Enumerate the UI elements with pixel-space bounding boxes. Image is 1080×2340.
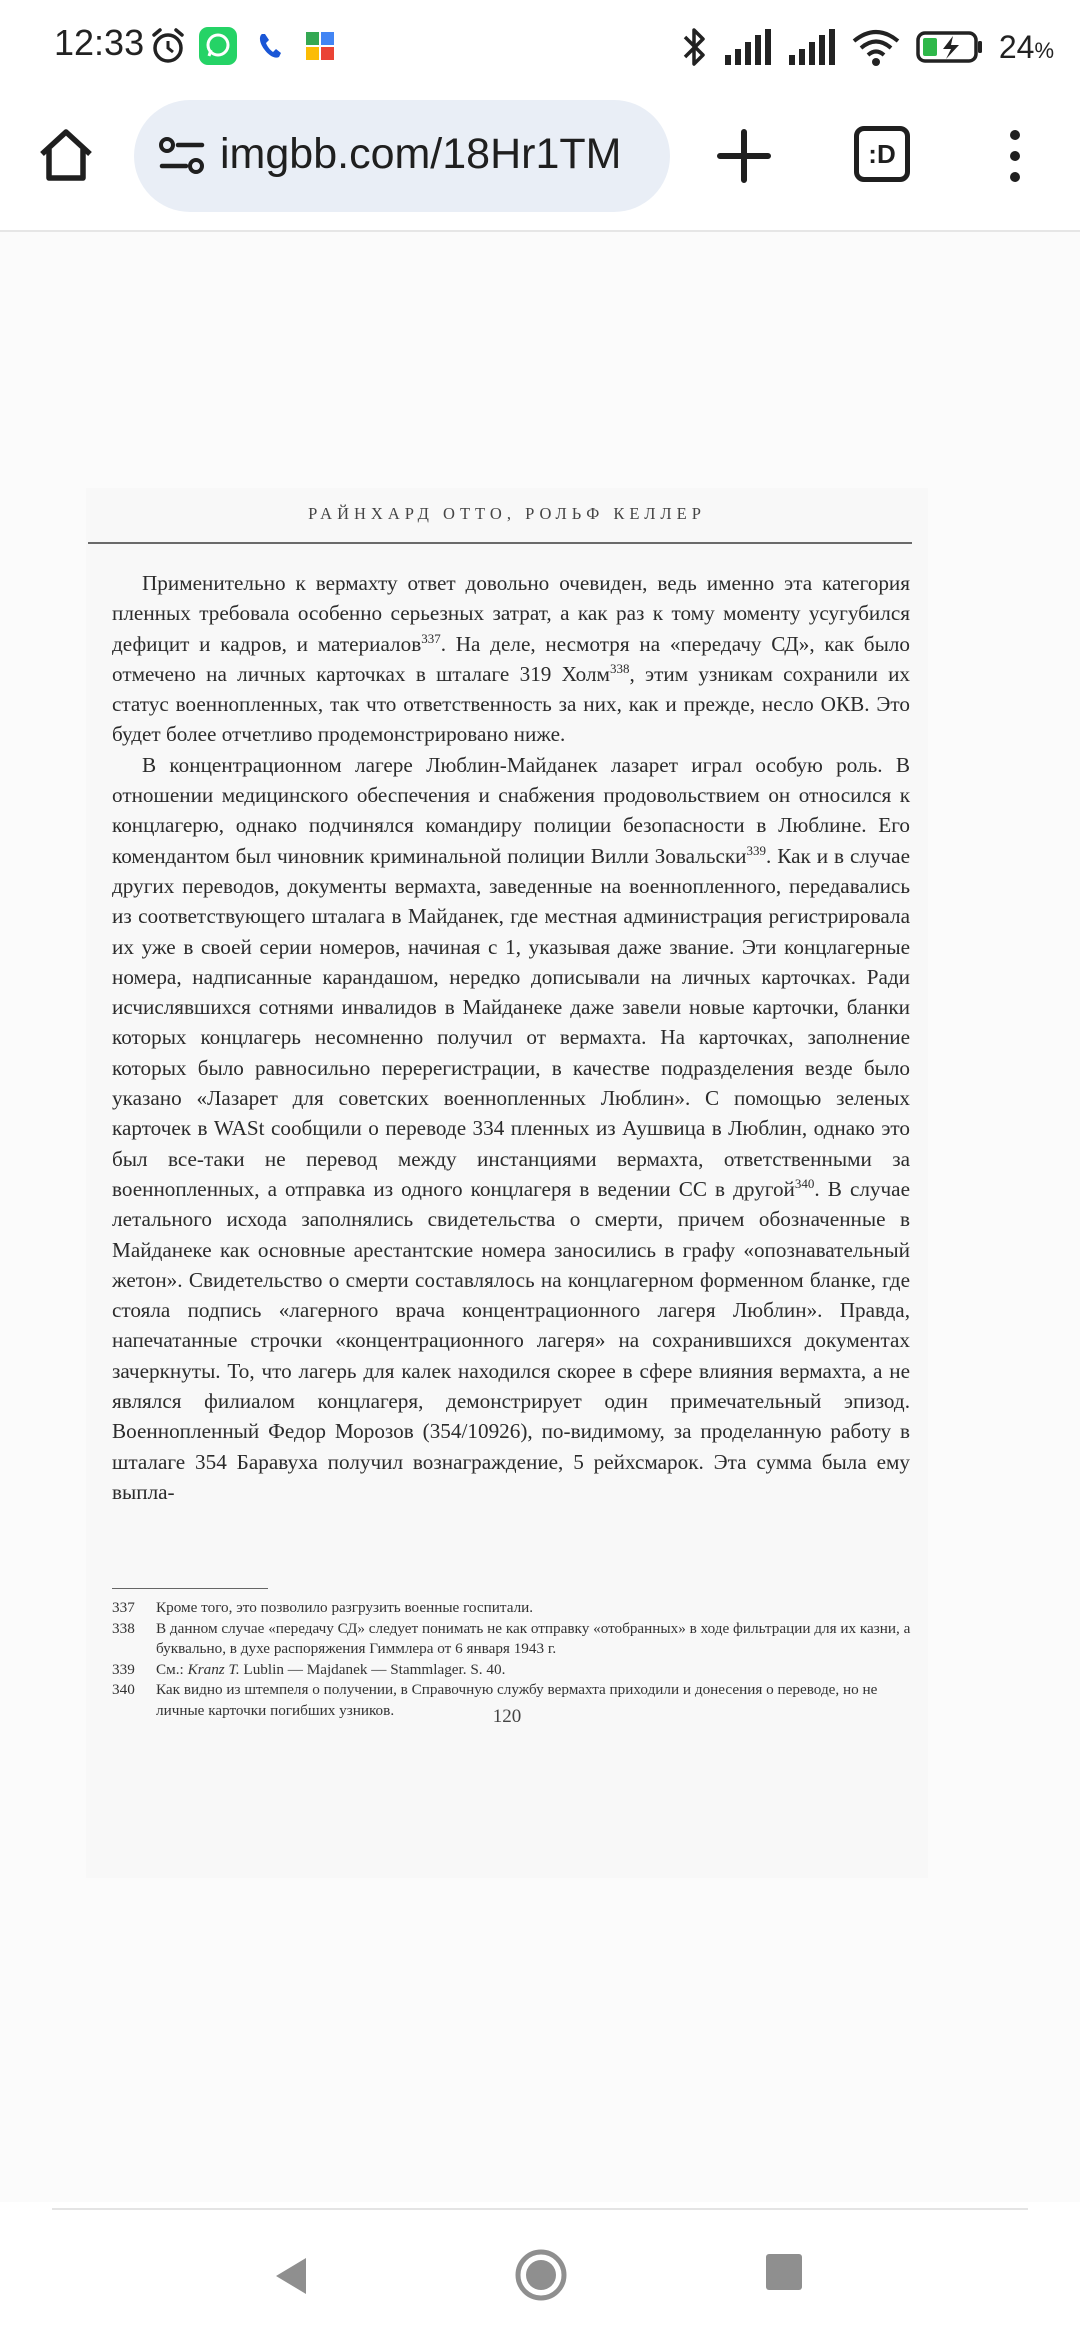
footnote [112,1598,912,1619]
book-page-image [86,488,928,1878]
footnote-text [156,1660,912,1681]
footnote-number: 339 [112,1660,135,1678]
signal-icon [787,27,837,67]
italic-text: Kranz T. [187,1660,240,1678]
footnote-text [156,1619,912,1660]
text-run: . На деле, несмотря на «передачу СД», как было отмечено на личных карточках в шталаге 319 Холм [112,631,910,686]
whatsapp-icon [198,26,238,66]
text-run: Lublin — Majdanek — Stammlager. S. 40. [239,1660,506,1678]
tab-switcher-icon[interactable] [854,126,910,182]
body-text [112,568,910,1507]
home-circle-icon[interactable] [514,2248,568,2302]
recents-icon[interactable] [766,2254,802,2290]
battery-percent: 24% [998,28,1054,65]
footnote-ref: 340 [794,1175,815,1191]
text-run: Кроме того, это позволило разгрузить военные госпитали. [156,1599,534,1616]
tab-switcher-label: :D [868,138,896,169]
bluetooth-icon [679,25,709,69]
page-number: 120 [492,1706,522,1727]
text-run: . В случае летального исхода заполнялись свидетельства о смерти, причем обозначенные в Майданеке как основные арестантские номера заносились в графу «опознавательный жетон». Свидетельство о смерти составлялось на концлагерном форменном бланке, где стояла подпись «лагерного врача концентрационного лагеря Люблин». Правда, напечатанные строчки «концентрационного лагеря» на сохранившихся документах зачеркнуты. То, что лагерь для калек находился скорее в сфере влияния вермахта, а не являлся филиалом концлагеря, демонстрирует один примечательный эпизод. Военнопленный Федор Морозов (354/10926), по-видимому, за проделанную работу в шталаге 354 Баравуха получил вознаграждение, 5 рейхсмарок. Эта сумма была ему выпла- [112,1176,910,1504]
text-run: , этим узникам сохранили их статус военнопленных, так что ответственность за них, как и прежде, несло ОКВ. Это будет более отчетливо продемонстрировано ниже. [112,661,911,747]
footnote [112,1660,912,1681]
footnotes [112,1598,912,1721]
paragraph [112,568,910,750]
footnote-number: 338 [112,1619,135,1637]
url-text[interactable]: imgbb.com/18Hr1TM [220,130,622,178]
status-right-group [679,22,1054,72]
status-bar [0,0,1080,96]
running-head: РАЙНХАРД ОТТО, РОЛЬФ КЕЛЛЕР [308,504,706,523]
footnote-text [156,1598,912,1619]
signal-icon [723,27,773,67]
more-vert-icon[interactable] [1000,126,1030,186]
text-run: . Как и в случае других переводов, документы вермахта, заведенные на военнопленного, передавались из соответствующего шталага в Майданек, где местная администрация регистрировала их уже в своей серии номеров, начиная с 1, указывая даже звание. Эти концлагерные номера, надписанные карандашом, нередко дописывали на личных карточках. Ради исчислявшихся сотнями инвалидов в Майданеке даже завели новые карточки, бланки которых концлагерь несомненно получил от вермахта. На карточках, заполнение которых было равносильно перерегистрации, в качестве подразделения везде было указано «Лазарет для советских военнопленных Люблин». С помощью зеленых карточек в WASt сообщили о переводе 334 пленных из Аушвица в Люблин, однако это был все-таки не перевод между инстанциями вермахта, ответственными за военнопленных, а отправка из одного концлагеря в ведении СС в другой [112,843,910,1201]
home-icon[interactable] [34,124,98,188]
navigation-bar [0,2210,1080,2340]
plus-icon[interactable] [714,126,774,186]
image-viewer[interactable] [0,232,1080,2202]
footnote-rule [112,1588,268,1589]
footnote-ref: 339 [746,842,767,858]
browser-toolbar [0,96,1080,232]
text-run: См.: [156,1660,188,1678]
footnote-ref: 338 [609,660,630,676]
address-bar[interactable] [134,100,670,212]
status-time: 12:33 [54,22,145,63]
footnote [112,1619,912,1660]
back-icon[interactable] [270,2254,314,2298]
site-settings-icon[interactable] [158,134,206,178]
paragraph [112,750,910,1507]
text-run: Как видно из штемпеля о получении, в Справочную службу вермахта приходили и донесения о переводе, но не личные карточки погибших узников. [156,1681,878,1719]
text-run: В концентрационном лагере Люблин-Майданек лазарет играл особую роль. В отношении медицинского обеспечения и снабжения продовольствием он относился к концлагерю, однако подчинялся командиру полиции безопасности в Люблине. Его комендантом был чиновник криминальной полиции Вилли Зовальски [112,752,910,868]
alarm-icon [148,26,188,66]
footnote-number: 337 [112,1599,135,1616]
wifi-icon [851,27,901,67]
header-rule [88,542,912,544]
text-run: В данном случае «передачу СД» следует понимать не как отправку «отобранных» в ходе фильтрации для их казни, а буквально, в духе распоряжения Гиммлера от 6 января 1943 г. [156,1619,911,1657]
battery-charging-icon [915,27,985,67]
phone-icon [250,26,290,66]
footnote-number: 340 [112,1681,135,1698]
text-run: Применительно к вермахту ответ довольно очевиден, ведь именно эта категория пленных требовала особенно серьезных затрат, а как раз к тому моменту усугубился дефицит и кадров, и материалов [112,571,910,656]
puzzle-app-icon [300,26,340,66]
footnote-ref: 337 [421,630,441,646]
